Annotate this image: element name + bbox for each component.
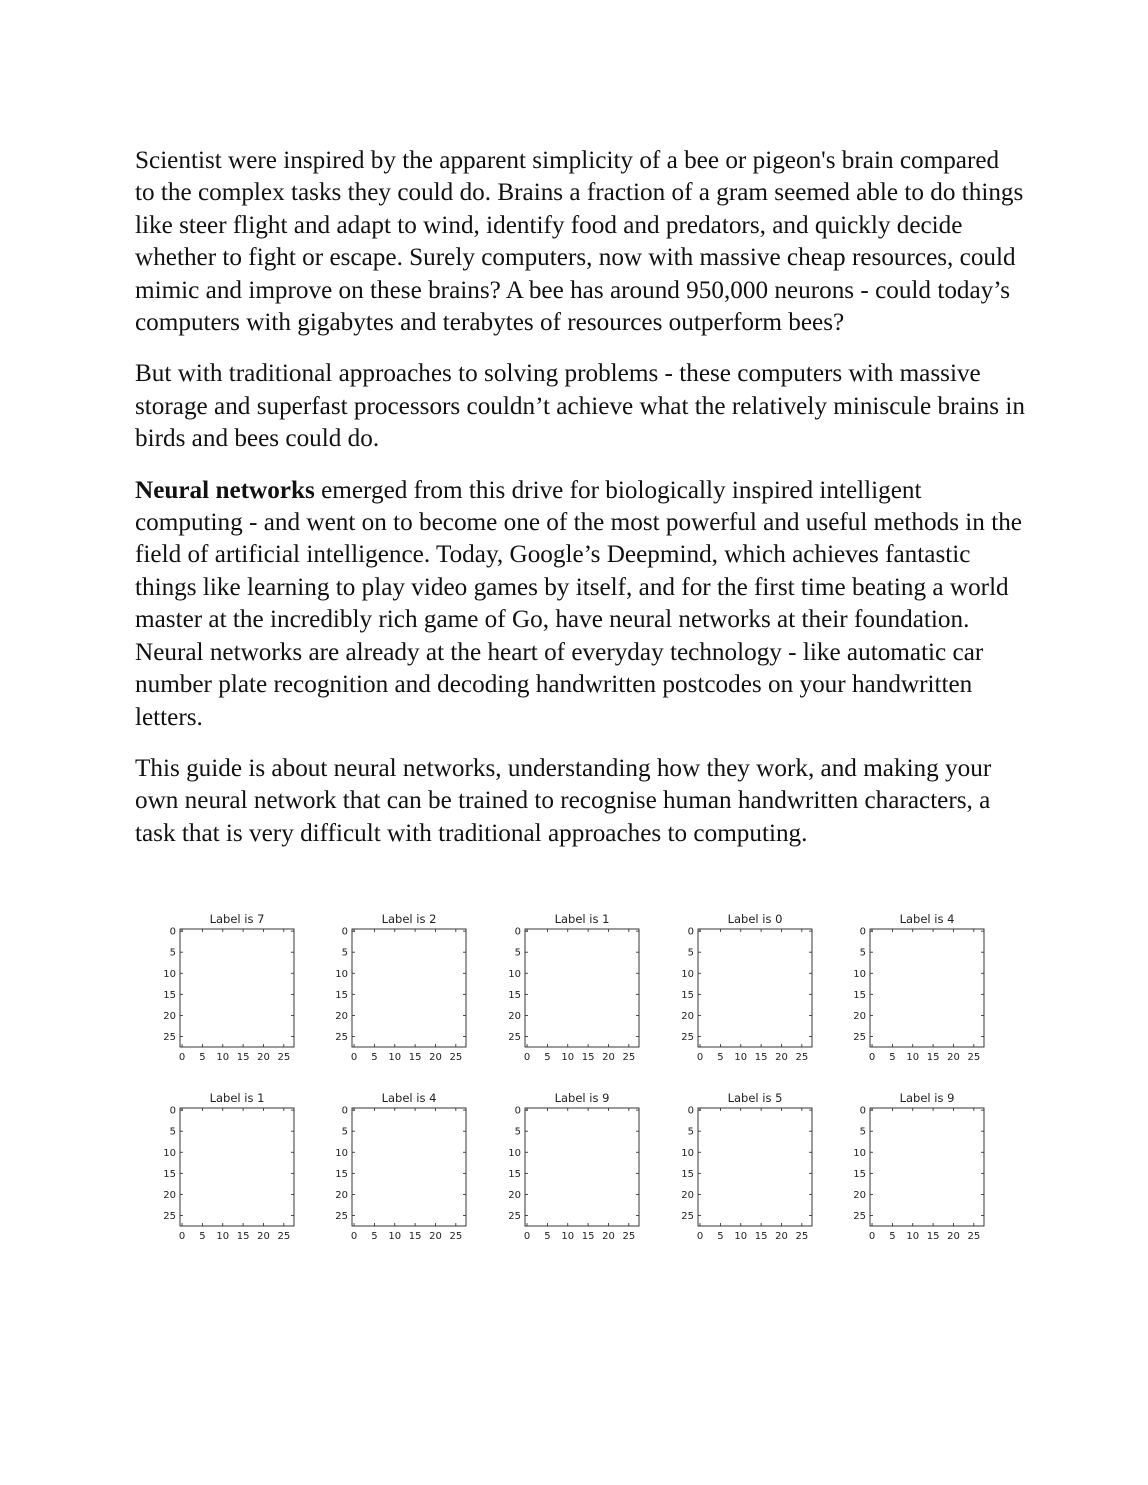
- digit-panel: [853, 1091, 984, 1242]
- panel-title: Label is 4: [899, 912, 955, 926]
- y-tick-label: 15: [681, 989, 694, 1001]
- handwritten-digit-image: [731, 956, 784, 1027]
- y-tick-label: 15: [681, 1168, 694, 1180]
- y-tick-label: 15: [508, 1168, 521, 1180]
- y-tick-label: 20: [681, 1189, 694, 1201]
- y-tick-label: 20: [163, 1189, 176, 1201]
- panel-frame: [180, 929, 294, 1047]
- y-tick-label: 15: [853, 989, 866, 1001]
- y-tick-label: 5: [169, 1126, 176, 1138]
- x-tick-label: 25: [967, 1052, 981, 1063]
- x-tick-label: 0: [868, 1052, 876, 1063]
- x-tick-label: 20: [947, 1052, 960, 1063]
- y-tick-label: 20: [853, 1189, 866, 1201]
- x-tick-label: 5: [544, 1231, 551, 1242]
- panel-title: Label is 1: [554, 912, 610, 926]
- y-tick-label: 0: [859, 926, 866, 938]
- x-tick-label: 0: [178, 1052, 186, 1063]
- x-tick-label: 0: [696, 1052, 704, 1063]
- paragraph-2-text: But with traditional approaches to solving problems - these computers with massive storage and superfast processors couldn’t achieve what the relatively miniscule brains in birds and bees could do.: [135, 360, 1025, 453]
- x-tick-label: 5: [717, 1052, 724, 1063]
- y-tick-label: 25: [163, 1031, 176, 1043]
- paragraph-1: [135, 145, 1025, 339]
- y-tick-label: 15: [335, 1168, 348, 1180]
- y-tick-label: 15: [853, 1168, 866, 1180]
- digit-panel: [681, 912, 812, 1063]
- panel-frame: [698, 929, 812, 1047]
- panel-frame: [352, 929, 466, 1047]
- x-tick-label: 25: [795, 1231, 809, 1242]
- x-tick-label: 20: [257, 1052, 270, 1063]
- x-tick-label: 15: [754, 1231, 768, 1242]
- digit-panel: [853, 912, 984, 1063]
- x-tick-label: 20: [257, 1231, 270, 1242]
- y-tick-label: 10: [681, 968, 694, 980]
- handwritten-digit-image: [569, 1160, 613, 1217]
- paragraph-4: [135, 753, 1025, 850]
- x-tick-label: 10: [906, 1052, 920, 1063]
- x-tick-label: 25: [277, 1231, 291, 1242]
- handwritten-digit-image: [232, 1135, 254, 1218]
- panel-title: Label is 9: [899, 1091, 955, 1105]
- x-tick-label: 5: [199, 1231, 206, 1242]
- y-tick-label: 5: [341, 1126, 348, 1138]
- y-tick-label: 15: [163, 989, 176, 1001]
- y-tick-label: 0: [169, 1105, 176, 1117]
- y-tick-label: 10: [508, 1147, 521, 1159]
- panel-title: Label is 5: [727, 1091, 783, 1105]
- handwritten-digit-image: [393, 1143, 451, 1207]
- y-tick-label: 10: [335, 968, 348, 980]
- x-tick-label: 5: [199, 1052, 206, 1063]
- handwritten-digit-image: [202, 961, 257, 1041]
- panel-frame: [870, 1108, 984, 1226]
- y-tick-label: 0: [514, 1105, 521, 1117]
- x-tick-label: 10: [388, 1052, 402, 1063]
- handwritten-digit-image: [576, 953, 594, 1032]
- y-tick-label: 25: [681, 1210, 694, 1222]
- x-tick-label: 25: [449, 1052, 463, 1063]
- panel-title: Label is 1: [209, 1091, 265, 1105]
- paragraph-1-text: Scientist were inspired by the apparent simplicity of a bee or pigeon's brain compared to the complex tasks they could do. Brains a fraction of a gram seemed able to do things like steer flight and adapt to wind, identify food and predators, and quickly decide whether to fight or escape. Surely computers, now with massive cheap resources, could mimic and improve on these brains? A bee has around 950,000 neurons - could today’s computers with gigabytes and terabytes of resources outperform bees?: [135, 147, 1024, 337]
- y-tick-label: 20: [853, 1010, 866, 1022]
- x-tick-label: 25: [622, 1052, 636, 1063]
- x-tick-label: 20: [429, 1231, 442, 1242]
- y-tick-label: 20: [335, 1189, 348, 1201]
- x-tick-label: 20: [602, 1052, 615, 1063]
- x-tick-label: 25: [449, 1231, 463, 1242]
- x-tick-label: 15: [408, 1052, 422, 1063]
- y-tick-label: 10: [853, 1147, 866, 1159]
- digit-panel: [163, 912, 294, 1063]
- handwritten-digit-image: [391, 950, 464, 1022]
- x-tick-label: 25: [967, 1231, 981, 1242]
- y-tick-label: 5: [687, 1126, 694, 1138]
- panel-title: Label is 7: [209, 912, 265, 926]
- panel-frame: [180, 1108, 294, 1226]
- y-tick-label: 0: [514, 926, 521, 938]
- x-tick-label: 25: [277, 1052, 291, 1063]
- x-tick-label: 25: [795, 1052, 809, 1063]
- x-tick-label: 0: [178, 1231, 186, 1242]
- panel-frame: [525, 1108, 639, 1226]
- x-tick-label: 15: [926, 1231, 940, 1242]
- x-tick-label: 15: [754, 1052, 768, 1063]
- y-tick-label: 20: [335, 1010, 348, 1022]
- x-tick-label: 0: [696, 1231, 704, 1242]
- y-tick-label: 5: [341, 947, 348, 959]
- y-tick-label: 25: [335, 1031, 348, 1043]
- y-tick-label: 15: [335, 989, 348, 1001]
- x-tick-label: 10: [906, 1231, 920, 1242]
- y-tick-label: 5: [687, 947, 694, 959]
- y-tick-label: 0: [687, 1105, 694, 1117]
- y-tick-label: 15: [508, 989, 521, 1001]
- x-tick-label: 0: [868, 1231, 876, 1242]
- y-tick-label: 15: [163, 1168, 176, 1180]
- y-tick-label: 25: [163, 1210, 176, 1222]
- x-tick-label: 5: [717, 1231, 724, 1242]
- x-tick-label: 15: [236, 1052, 250, 1063]
- y-tick-label: 0: [859, 1105, 866, 1117]
- y-tick-label: 10: [163, 968, 176, 980]
- digit-panel: [335, 912, 466, 1063]
- y-tick-label: 20: [681, 1010, 694, 1022]
- y-tick-label: 25: [681, 1031, 694, 1043]
- y-tick-label: 20: [508, 1010, 521, 1022]
- x-tick-label: 10: [388, 1231, 402, 1242]
- digit-panel: [681, 1091, 812, 1242]
- y-tick-label: 25: [335, 1210, 348, 1222]
- panel-title: Label is 0: [727, 912, 783, 926]
- neural-networks-term: Neural networks: [135, 476, 315, 504]
- paragraph-2: [135, 358, 1025, 455]
- panel-frame: [352, 1108, 466, 1226]
- x-tick-label: 20: [429, 1052, 442, 1063]
- handwritten-digit-image: [908, 957, 961, 1037]
- x-tick-label: 10: [734, 1231, 748, 1242]
- y-tick-label: 20: [163, 1010, 176, 1022]
- y-tick-label: 25: [508, 1031, 521, 1043]
- digit-panel: [508, 1091, 639, 1242]
- y-tick-label: 10: [853, 968, 866, 980]
- panel-title: Label is 2: [381, 912, 437, 926]
- y-tick-label: 10: [681, 1147, 694, 1159]
- x-tick-label: 15: [926, 1052, 940, 1063]
- y-tick-label: 0: [169, 926, 176, 938]
- panel-frame: [698, 1108, 812, 1226]
- x-tick-label: 10: [734, 1052, 748, 1063]
- x-tick-label: 5: [889, 1052, 896, 1063]
- y-tick-label: 5: [169, 947, 176, 959]
- y-tick-label: 0: [687, 926, 694, 938]
- y-tick-label: 25: [853, 1031, 866, 1043]
- x-tick-label: 0: [523, 1052, 531, 1063]
- panel-title: Label is 9: [554, 1091, 610, 1105]
- x-tick-label: 20: [775, 1231, 788, 1242]
- x-tick-label: 10: [561, 1052, 575, 1063]
- panel-title: Label is 4: [381, 1091, 437, 1105]
- handwritten-digit-image: [733, 1140, 803, 1199]
- x-tick-label: 0: [350, 1052, 358, 1063]
- x-tick-label: 5: [544, 1052, 551, 1063]
- x-tick-label: 15: [581, 1231, 595, 1242]
- y-tick-label: 25: [508, 1210, 521, 1222]
- x-tick-label: 10: [561, 1231, 575, 1242]
- digit-panel: [163, 1091, 294, 1242]
- x-tick-label: 5: [889, 1231, 896, 1242]
- x-tick-label: 0: [350, 1231, 358, 1242]
- paragraph-3: [135, 475, 1025, 734]
- x-tick-label: 15: [581, 1052, 595, 1063]
- x-tick-label: 20: [947, 1231, 960, 1242]
- y-tick-label: 0: [341, 1105, 348, 1117]
- x-tick-label: 20: [775, 1052, 788, 1063]
- x-tick-label: 10: [216, 1231, 230, 1242]
- digit-panel: [335, 1091, 466, 1242]
- y-tick-label: 25: [853, 1210, 866, 1222]
- y-tick-label: 5: [514, 947, 521, 959]
- panel-frame: [870, 929, 984, 1047]
- y-tick-label: 10: [508, 968, 521, 980]
- handwritten-digit-image: [905, 1153, 962, 1221]
- y-tick-label: 10: [163, 1147, 176, 1159]
- x-tick-label: 25: [622, 1231, 636, 1242]
- panel-frame: [525, 929, 639, 1047]
- x-tick-label: 10: [216, 1052, 230, 1063]
- x-tick-label: 20: [602, 1231, 615, 1242]
- x-tick-label: 15: [408, 1231, 422, 1242]
- digit-panel: [508, 912, 639, 1063]
- paragraph-3-text: emerged from this drive for biologically inspired intelligent computing - and went on to become one of the most powerful and useful methods in the field of artificial intelligence. Today, Google’s Deepmind, which achieves fantastic things like learning to play video games by itself, and for the first time beating a world master at the incredibly rich game of Go, have neural networks at their foundation. Neural networks are already at the heart of everyday technology - like automatic car number plate recognition and decoding handwritten postcodes on your handwritten letters.: [135, 476, 1022, 731]
- x-tick-label: 0: [523, 1231, 531, 1242]
- x-tick-label: 15: [236, 1231, 250, 1242]
- paragraph-4-text: This guide is about neural networks, understanding how they work, and making your own neural network that can be trained to recognise human handwritten characters, a task that is very difficult with traditional approaches to computing.: [135, 754, 992, 847]
- y-tick-label: 5: [859, 1126, 866, 1138]
- y-tick-label: 5: [514, 1126, 521, 1138]
- body-text: [135, 145, 1025, 869]
- y-tick-label: 0: [341, 926, 348, 938]
- x-tick-label: 5: [371, 1231, 378, 1242]
- y-tick-label: 10: [335, 1147, 348, 1159]
- y-tick-label: 20: [508, 1189, 521, 1201]
- x-tick-label: 5: [371, 1052, 378, 1063]
- y-tick-label: 5: [859, 947, 866, 959]
